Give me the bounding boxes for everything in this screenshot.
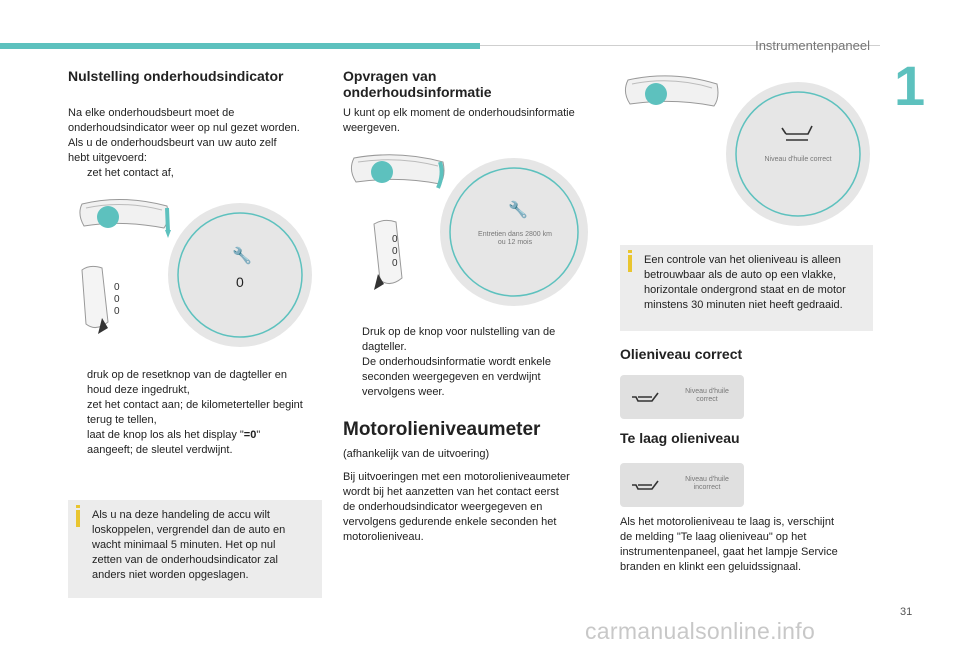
oil-illustration xyxy=(622,72,874,232)
oil-correct-display: Niveau d'huile correct xyxy=(620,375,744,419)
oil-correct-section xyxy=(620,346,882,362)
page-number: 31 xyxy=(900,606,913,618)
column-2-lower xyxy=(343,325,605,545)
button-top xyxy=(97,206,119,228)
note-battery: Als u na deze handeling de accu wilt loskoppelen, vergrendel dan de auto en wacht minimaal 5 minuten. Het op nul zetten van de onderhoudsindicator zal anders niet worden opgeslagen. xyxy=(68,500,322,598)
step-ignition-on: zet het contact aan; de kilometerteller begint terug te tellen, xyxy=(87,399,303,426)
oil-low-body: Als het motorolieniveau te laag is, verschijnt de melding "Te laag olieniveau" op het instrumentenpaneel, gaat het lampje Service branden en klinkt een geluidssignaal. xyxy=(620,516,838,573)
reset-steps xyxy=(68,368,330,458)
wrench-icon: 🔧 xyxy=(232,248,252,265)
note-oil-check: Een controle van het olieniveau is alleen betrouwbaar als de auto op een vlakke, horizontale ondergrond staat en de motor minstens 30 minuten niet heeft gedraaid. xyxy=(620,245,873,331)
odometer-digits: 0 0 0 xyxy=(392,234,398,269)
dial-value: 0 xyxy=(236,274,244,290)
heading-oil-correct: Olieniveau correct xyxy=(620,346,743,362)
odometer-digits: 0 0 0 xyxy=(114,282,120,317)
info-icon xyxy=(76,510,80,527)
info-icon xyxy=(628,255,632,272)
button-top xyxy=(645,83,667,105)
button-top xyxy=(371,161,393,183)
heading-reset: Nulstelling onderhoudsindicator xyxy=(68,68,284,84)
step-press-reset: druk op de resetknop van de dagteller en houd deze ingedrukt, xyxy=(87,369,287,396)
column-1 xyxy=(68,68,330,181)
column-2 xyxy=(343,68,605,136)
heading-oil-gauge: Motorolieniveaumeter xyxy=(343,419,541,440)
wrench-icon: 🔧 xyxy=(508,202,528,219)
chapter-number: 1 xyxy=(894,54,926,117)
watermark: carmanualsonline.info xyxy=(585,618,816,644)
oil-can-icon xyxy=(630,477,660,493)
service-message: Entretien dans 2800 km ou 12 mois xyxy=(478,231,552,246)
intro-reset: Na elke onderhoudsbeurt moet de onderhoudsindicator weer op nul gezet worden. Als u de onderhoudsbeurt van uw auto zelf hebt uitgevoerd: xyxy=(68,107,300,164)
gauge-dial xyxy=(726,82,870,226)
reset-illustration xyxy=(72,192,322,352)
oil-dial-message: Niveau d'huile correct xyxy=(764,156,832,163)
oil-low-display: Niveau d'huile incorrect xyxy=(620,463,744,507)
oil-gauge-body: Bij uitvoeringen met een motorolieniveaumeter wordt bij het aanzetten van het contact eerst de onderhoudsindicator weergegeven en vervolgens gedurende enkele seconden het motorolieniveau. xyxy=(343,471,570,543)
oil-can-icon xyxy=(630,389,660,405)
subtitle-version: (afhankelijk van de uitvoering) xyxy=(343,448,490,460)
step-release: laat de knop los als het display "=0" aangeeft; de sleutel verdwijnt. xyxy=(87,429,261,456)
step-ignition-off: zet het contact af, xyxy=(87,167,174,179)
top-accent-bar xyxy=(0,43,480,49)
intro-consult: U kunt op elk moment de onderhoudsinformatie weergeven. xyxy=(343,107,575,134)
step-press-button: Druk op de knop voor nulstelling van de dagteller. De onderhoudsinformatie wordt enkele seconden weergegeven en verdwijnt vervolgens weer. xyxy=(362,326,556,398)
heading-consult: Opvragen van onderhoudsinformatie xyxy=(343,68,492,100)
heading-oil-low: Te laag olieniveau xyxy=(620,430,740,446)
section-title: Instrumentenpaneel xyxy=(755,38,870,53)
oil-low-section xyxy=(620,430,882,446)
